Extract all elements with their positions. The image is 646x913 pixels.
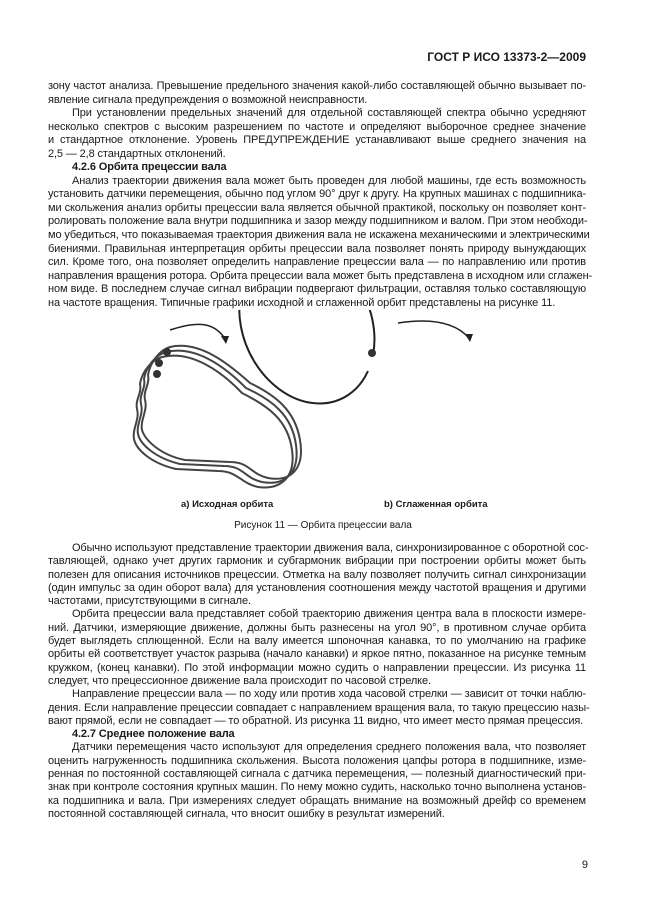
paragraph-line: сил. Кроме того, она позволяет определить направление прецессии вала — по направлению или против [48,256,586,269]
section-heading: 4.2.7 Среднее положение вала [72,728,235,741]
paragraph-line: орбиты ей соответствует участок разрыва (начало канавки) и яркое пятно, показанное на рисунке темным [48,648,586,661]
paragraph-line: установить датчики перемещения, обычно под углом 90° друг к другу. На крупных машинах с подшипника- [48,188,586,201]
paragraph-line: явление сигнала предупреждения о возможной неисправности. [48,93,368,106]
page-number: 9 [581,859,588,871]
paragraph-line: ренная по постоянной составляющей сигнала с датчика перемещения, — полезный диагностический при- [48,768,586,781]
smoothed-orbit-graphic [239,310,376,403]
paragraph-line: Датчики перемещения часто используют для определения среднего положения вала, что позволяет [72,741,586,754]
paragraph-line: ролировать положение вала внутри подшипника и зазор между подшипником и валом. При этом необходи- [48,215,588,228]
raw-orbit-graphic [134,346,301,488]
paragraph-line: постоянной составляющей сигнала, что вносит ошибку в результат измерений. [48,807,445,820]
paragraph-line: Направление прецессии вала — по ходу или против хода часовой стрелки — зависит от точки наблю- [72,688,586,701]
paragraph-line: на частоте вращения. Типичные графики исходной и сглаженной орбит представлены на рисунке 11. [48,296,556,309]
paragraph-line: ном виде. В последнем случае сигнал вибрации подвергают фильтрации, оставляя только составляющую [48,283,586,296]
paragraph-line: частотами, присутствующими в сигнале. [48,595,251,608]
paragraph-line: ка подшипника и вала. При измерениях следует обращать внимание на возможный дрейф со временем [48,794,586,807]
paragraph-line: дения. Если направление прецессии совпадает с направлением вращения вала, то такую прецессию назы- [48,701,590,714]
paragraph-line: мо убедиться, что показываемая траектория движения вала не искажена механическими и электрическими [48,229,590,242]
paragraph-line: Анализ траектории движения вала может быть проведен для любой машины, где есть возможность [72,174,586,187]
paragraph-line: зону частот анализа. Превышение предельного значения какой-либо составляющей обычно вызывает по- [48,80,586,92]
text-column-bottom [48,542,590,821]
paragraph-line: Обычно используют представление траектории движения вала, синхронизированное с оборотной сос- [72,542,589,554]
rotation-arrow-icon [398,321,469,338]
paragraph-line: полезен для описания источников прецессии. Отметка на валу позволяет получить сигнал синхронизации [48,568,586,581]
arrowhead-icon [221,336,229,344]
figure-caption: Рисунок 11 — Орбита прецессии вала [234,520,412,531]
figure-11 [0,310,646,520]
paragraph-line: (один импульс за один оборот вала) для установления соотношения между частотой вращения и другими [48,581,586,594]
paragraph-line: 2,5 — 2,8 стандартных отклонений. [48,147,226,160]
figure-label-a: а) Исходная орбита [181,499,274,510]
text-column-top [48,80,593,310]
document-header: ГОСТ Р ИСО 13373-2—2009 [427,50,586,64]
paragraph-line: несколько спектров с высоким разрешением по частоте и определяют выборочное среднее значение [48,120,586,133]
paragraph-line: ми скольжения анализ орбиты прецессии вала является обычной практикой, поскольку он позволяет конт- [48,201,586,214]
paragraph-line: будет выглядеть сплющенной. Если на валу имеется шпоночная канавка, то по умолчанию на графике [48,635,586,648]
paragraph-line: тавляющей, однако учет других гармоник и субгармоник вибрации при построении орбиты может быть [48,555,586,568]
paragraph-line: ний. Датчики, измеряющие движение, должны быть разнесены на угол 90°, в противном случае орбита [48,621,586,634]
paragraph-line: кружком, (конец канавки). По этой информации можно судить о направлении прецессии. Из рисунка 11 [48,661,586,674]
paragraph-line: следует, что прецессионное движение вала происходит по часовой стрелке. [48,674,431,687]
paragraph-line: Орбита прецессии вала представляет собой траекторию движения центра вала в плоскости измере- [72,608,586,621]
paragraph-line: и стандартное отклонение. Уровень ПРЕДУПРЕЖДЕНИЕ устанавливают выше среднего значения на [48,134,586,147]
figure-label-b: b) Сглаженная орбита [384,499,488,510]
paragraph-line: знак при контроле состояния крупных машин. По нему можно судить, насколько точно выполнена установ- [48,781,586,794]
paragraph-line: вают прямой, если не совпадает — то обратной. Из рисунка 11 видно, что имеет место прямая прецессия. [48,714,584,727]
rotation-arrow-icon [170,324,226,340]
paragraph-line: оценить нагруженность подшипника скольжения. Высота положения цапфы ротора в подшипнике, изме- [48,754,586,767]
section-heading: 4.2.6 Орбита прецессии вала [72,161,227,174]
paragraph-line: При установлении предельных значений для отдельной составляющей спектра обычно усредняют [72,107,586,120]
paragraph-line: биениями. Правильная интерпретация орбиты прецессии вала позволяет понять природу вынуждающих [48,242,586,255]
paragraph-line: направления вращения ротора. Орбита прецессии вала может быть представлена в исходном или сглажен- [48,269,593,282]
